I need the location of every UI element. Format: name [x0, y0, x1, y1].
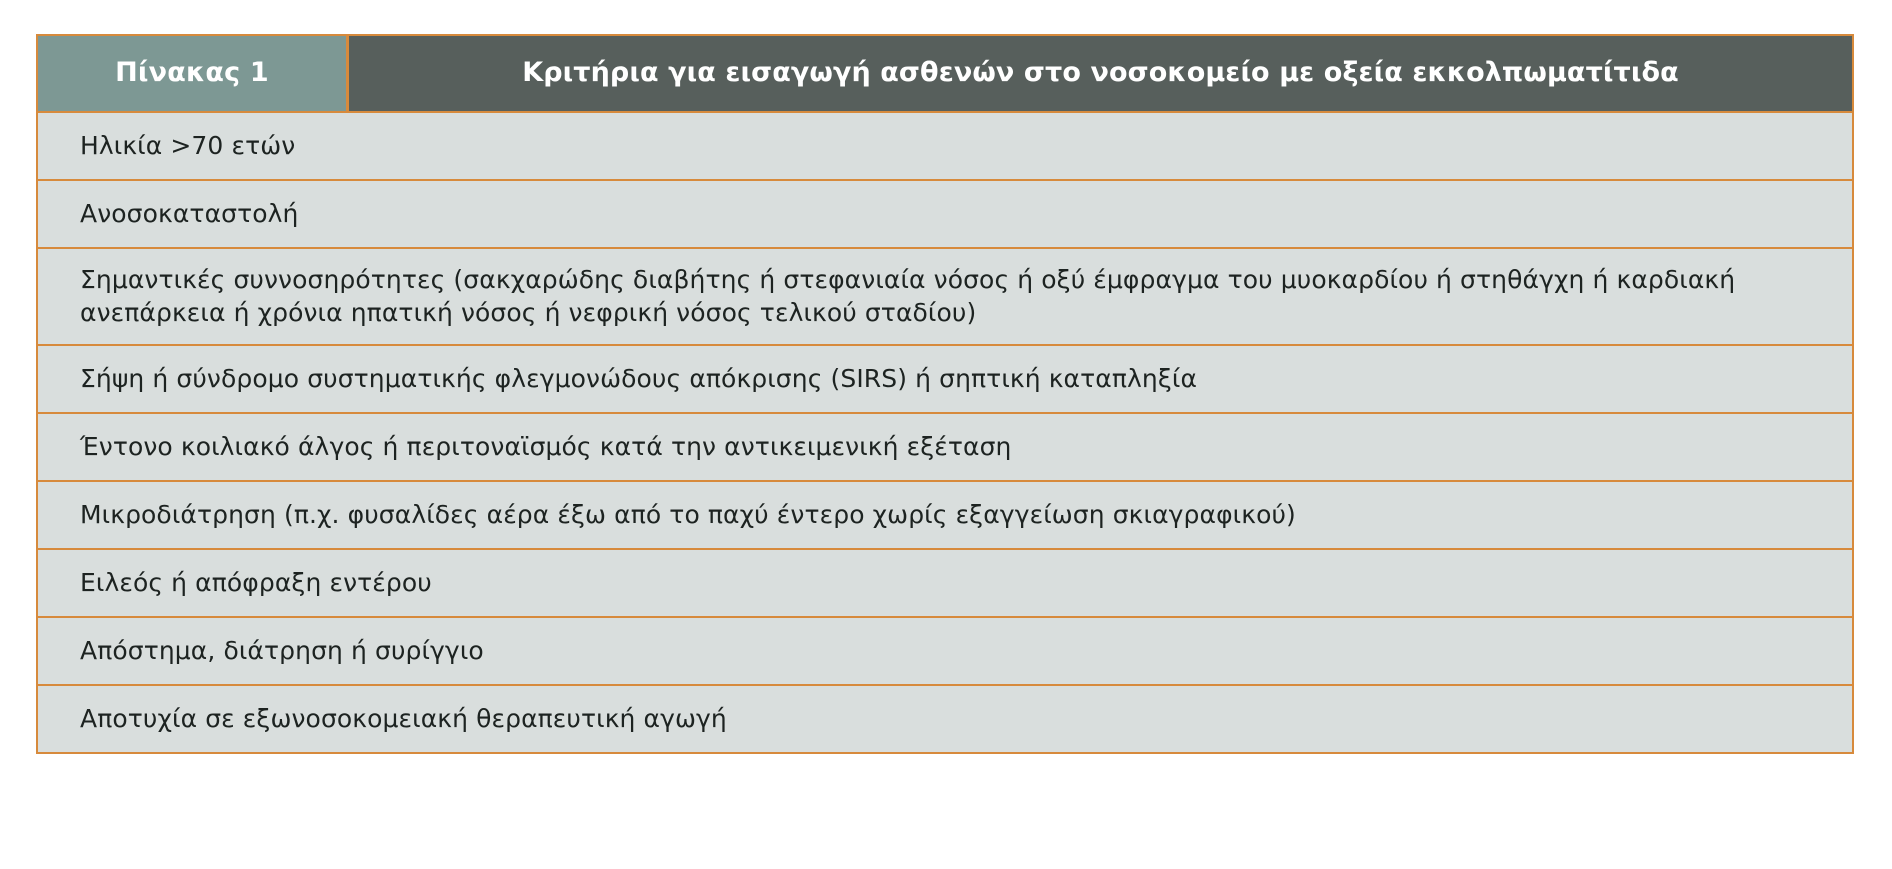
table-header-row: [38, 36, 1852, 111]
table-row: Ανοσοκαταστολή: [38, 179, 1852, 247]
table-row: Αποτυχία σε εξωνοσοκομειακή θεραπευτική αγωγή: [38, 684, 1852, 752]
table-number-label: Πίνακας 1: [38, 36, 349, 111]
table-row: Σημαντικές συννοσηρότητες (σακχαρώδης διαβήτης ή στεφανιαία νόσος ή οξύ έμφραγμα του μυοκαρδίου ή στηθάγχη ή καρδιακή ανεπάρκεια ή χρόνια ηπατική νόσος ή νεφρική νόσος τελικού σταδίου): [38, 247, 1852, 344]
table-row: Απόστημα, διάτρηση ή συρίγγιο: [38, 616, 1852, 684]
table-row: Έντονο κοιλιακό άλγος ή περιτοναϊσμός κατά την αντικειμενική εξέταση: [38, 412, 1852, 480]
table-row: Ειλεός ή απόφραξη εντέρου: [38, 548, 1852, 616]
table-row: Ηλικία >70 ετών: [38, 111, 1852, 179]
table-row: Μικροδιάτρηση (π.χ. φυσαλίδες αέρα έξω από το παχύ έντερο χωρίς εξαγγείωση σκιαγραφικού): [38, 480, 1852, 548]
table-title: Κριτήρια για εισαγωγή ασθενών στο νοσοκομείο με οξεία εκκολπωματίτιδα: [349, 36, 1852, 111]
table-row: Σήψη ή σύνδρομο συστηματικής φλεγμονώδους απόκρισης (SIRS) ή σηπτική καταπληξία: [38, 344, 1852, 412]
criteria-table: [36, 34, 1854, 754]
